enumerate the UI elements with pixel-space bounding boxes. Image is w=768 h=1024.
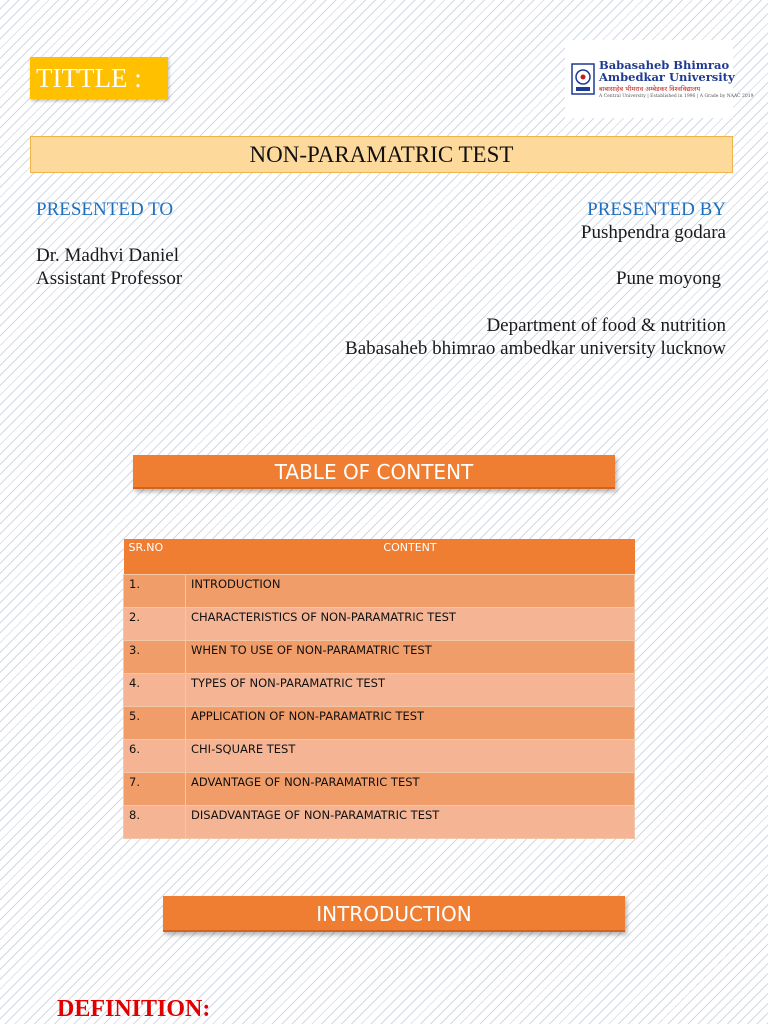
row-number: 2.: [124, 608, 186, 641]
department-name: Department of food & nutrition: [486, 315, 726, 336]
toc-header-row: [124, 539, 635, 575]
row-number: 3.: [124, 641, 186, 674]
title-tag: TITTLE :: [30, 57, 168, 99]
university-logo: [565, 40, 754, 118]
logo-line-2: Ambedkar University: [599, 69, 735, 84]
presented-by-label: PRESENTED BY: [587, 199, 726, 220]
presenter-name-2: Pune moyong: [615, 268, 721, 289]
row-number: 4.: [124, 674, 186, 707]
row-number: 1.: [124, 575, 186, 608]
table-row: [124, 575, 635, 608]
content-header: CONTENT: [186, 539, 635, 575]
row-number: 6.: [124, 740, 186, 773]
table-row: [124, 773, 635, 806]
toc-table: [123, 539, 635, 839]
row-number: 7.: [124, 773, 186, 806]
definition-heading: DEFINITION:: [57, 996, 211, 1022]
presenter-name-1: Pushpendra godara: [580, 222, 726, 243]
row-content: ADVANTAGE OF NON-PARAMATRIC TEST: [186, 773, 635, 806]
row-content: DISADVANTAGE OF NON-PARAMATRIC TEST: [186, 806, 635, 839]
row-content: APPLICATION OF NON-PARAMATRIC TEST: [186, 707, 635, 740]
logo-line-1: Babasaheb Bhimrao: [599, 57, 730, 72]
sr-no-header: SR.NO: [124, 539, 186, 575]
logo-line-4: A Central University | Established in 1996 | A Grade by NAAC 2019: [599, 93, 754, 99]
guide-designation: Assistant Professor: [36, 268, 183, 289]
table-row: [124, 707, 635, 740]
university-emblem-icon: [571, 63, 595, 95]
presented-to-label: PRESENTED TO: [36, 199, 174, 220]
row-content: WHEN TO USE OF NON-PARAMATRIC TEST: [186, 641, 635, 674]
table-row: [124, 674, 635, 707]
table-row: [124, 608, 635, 641]
table-row: [124, 806, 635, 839]
row-content: INTRODUCTION: [186, 575, 635, 608]
row-content: CHI-SQUARE TEST: [186, 740, 635, 773]
guide-name: Dr. Madhvi Daniel: [36, 245, 180, 266]
table-row: [124, 740, 635, 773]
row-number: 8.: [124, 806, 186, 839]
row-content: CHARACTERISTICS OF NON-PARAMATRIC TEST: [186, 608, 635, 641]
table-row: [124, 641, 635, 674]
introduction-banner: INTRODUCTION: [163, 896, 625, 932]
university-name: Babasaheb bhimrao ambedkar university lucknow: [345, 338, 726, 359]
logo-line-3: बाबासाहेब भीमराव अम्बेडकर विश्वविद्यालय: [599, 84, 701, 93]
page-title: NON-PARAMATRIC TEST: [30, 136, 733, 173]
row-number: 5.: [124, 707, 186, 740]
row-content: TYPES OF NON-PARAMATRIC TEST: [186, 674, 635, 707]
table-of-content-banner: TABLE OF CONTENT: [133, 455, 615, 489]
